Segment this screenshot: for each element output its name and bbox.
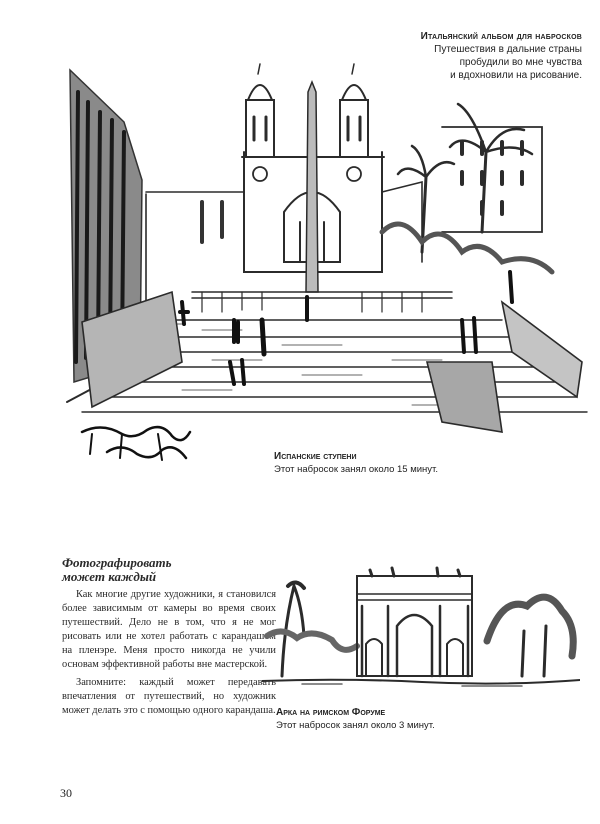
top-caption-line-3: и вдохновили на рисование. xyxy=(450,70,582,81)
top-caption-line-1: Путешествия в дальние страны xyxy=(434,44,582,55)
caption-arch-title: Арка на римском Форуме xyxy=(276,707,386,718)
caption-forum-arch xyxy=(276,706,506,732)
caption-steps-title: Испанские ступени xyxy=(274,451,357,462)
caption-arch-text: Этот набросок занял около 3 минут. xyxy=(276,720,435,731)
album-title: Итальянский альбом для набросков xyxy=(420,31,582,42)
page-number: 30 xyxy=(60,786,72,800)
sidebar-heading xyxy=(62,556,276,584)
forum-arch-sketch xyxy=(262,566,580,696)
sidebar-text xyxy=(62,556,276,722)
sidebar-paragraph-1: Как многие другие художники, я становился более зависимым от камеры во время своих путешествий. Дело не в том, что я не мог рисовать или не хотел работать с карандашом на пленэре. Меня просто никогда не учили основам эффективной работы вне мастерской. xyxy=(62,589,276,670)
caption-steps-text: Этот набросок занял около 15 минут. xyxy=(274,464,438,475)
sidebar-heading-line-1: Фотографировать xyxy=(62,555,172,570)
top-caption-line-2: пробудили во мне чувства xyxy=(459,57,582,68)
sidebar-paragraph-2: Запомните: каждый может передавать впечатления от путешествий, но художник может делать это с помощью одного карандаша. xyxy=(62,677,276,716)
caption-spanish-steps xyxy=(274,450,504,476)
spanish-steps-sketch xyxy=(62,62,597,482)
sidebar-heading-line-2: может каждый xyxy=(62,569,157,584)
